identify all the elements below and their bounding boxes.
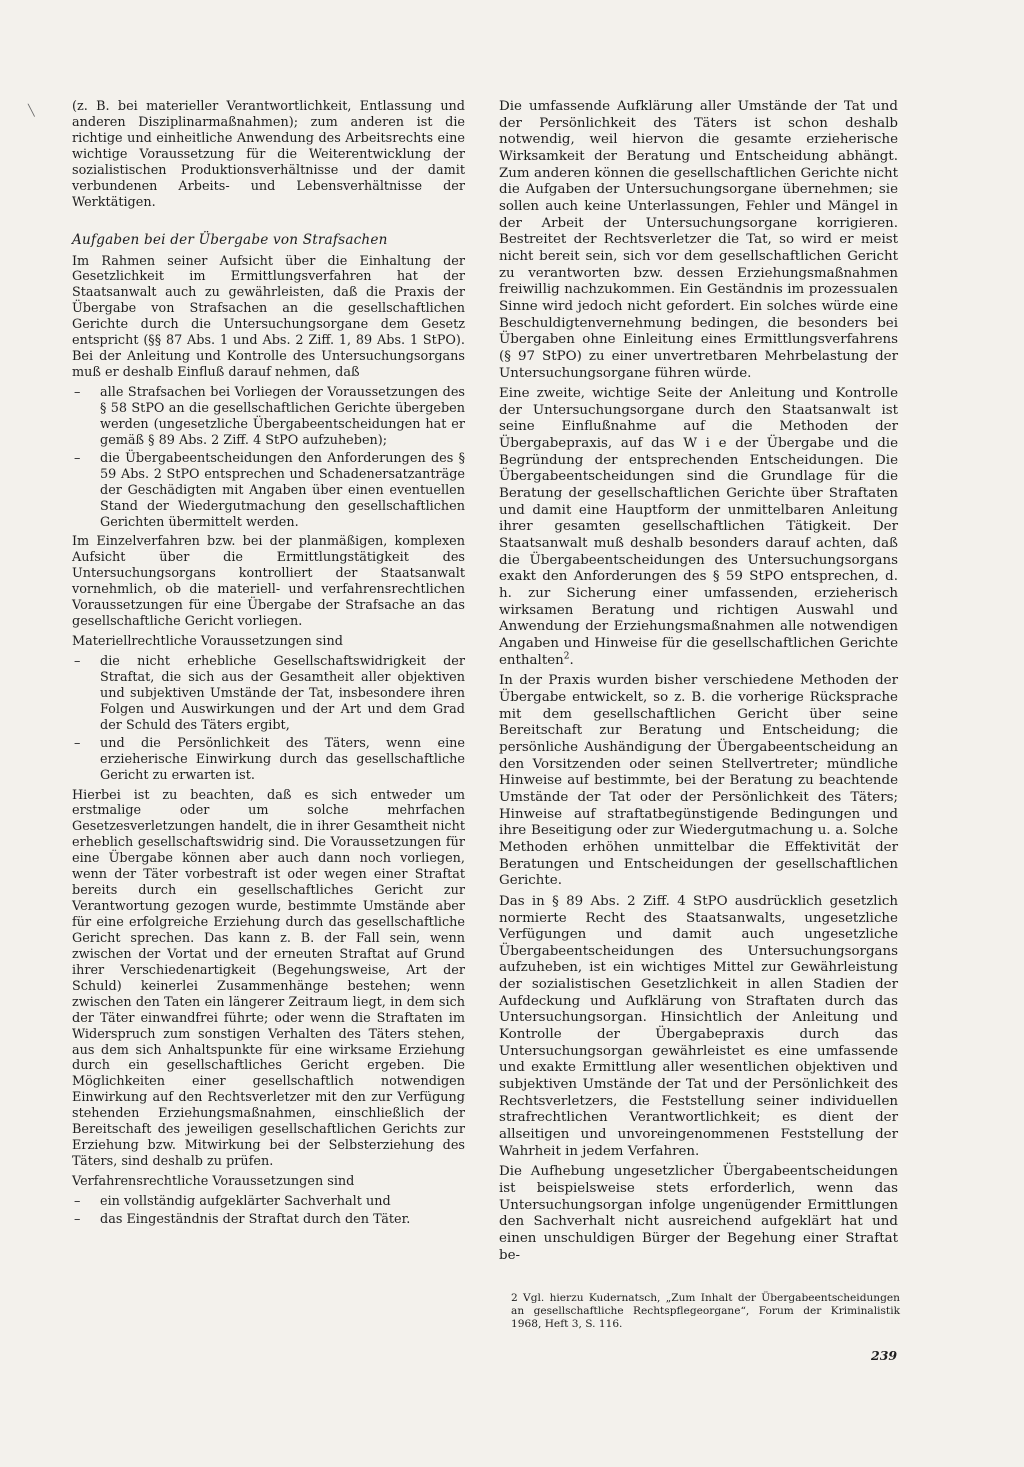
footnote-reference: 2 [563,651,570,662]
dash-list [72,654,465,784]
page-number: 239 [871,1348,898,1363]
paragraph: Im Einzelverfahren bzw. bei der planmäßigen, komplexen Aufsicht über die Ermittlungstätigkeit des Untersuchungsorgans kontrolliert der Staatsanwalt vornehmlich, ob die materiell- und verfahrensrechtlichen Voraussetzungen für eine Übergabe der Strafsache an das gesellschaftliche Gericht vorliegen. [72,534,465,630]
footnote: 2 Vgl. hierzu Kudernatsch, „Zum Inhalt der Übergabeentscheidungen an gesellschaftliche Rechtspflegeorgane“, Forum der Kriminalistik 1968, Heft 3, S. 116. [511,1292,900,1330]
paragraph: Die Aufhebung ungesetzlicher Übergabeentscheidungen ist beispielsweise stets erforderlich, wenn das Untersuchungsorgan infolge ungenügender Ermittlungen den Sachverhalt nicht ausreichend aufgeklärt hat und einen unschuldigen Bürger der Begehung einer Straftat be- [499,1164,898,1263]
paragraph-end: . [569,652,574,668]
margin-mark: ╲ [28,104,35,117]
paragraph: Das in § 89 Abs. 2 Ziff. 4 StPO ausdrücklich gesetzlich normierte Recht des Staatsanwalts, ungesetzliche Verfügungen und damit auch ungesetzliche Übergabeentscheidungen des Untersuchungsorgans aufzuheben, ist ein wichtiges Mittel zur Gewährleistung der sozialistischen Gesetzlichkeit in allen Stadien der Aufdeckung und Aufklärung von Straftaten durch das Untersuchungsorgan. Hinsichtlich der Anleitung und Kontrolle der Übergabepraxis durch das Untersuchungsorgan gewährleistet es eine umfassende und exakte Ermittlung aller wesentlichen objektiven und subjektiven Umstände der Tat und der Persönlichkeit des Rechtsverletzers, die Feststellung seiner individuellen strafrechtlichen Verantwortlichkeit; es dient der allseitigen und unvoreingenommenen Feststellung der Wahrheit in jedem Verfahren. [499,893,898,1159]
list-item: – alle Strafsachen bei Vorliegen der Voraussetzungen des § 58 StPO an die gesellschaftlichen Gerichte übergeben werden (ungesetzliche Übergabeentscheidungen hat er gemäß § 89 Abs. 2 Ziff. 4 StPO aufzuheben); [72,385,465,449]
list-item: – das Eingeständnis der Straftat durch den Täter. [72,1212,465,1228]
paragraph: In der Praxis wurden bisher verschiedene Methoden der Übergabe entwickelt, so z. B. die vorherige Rücksprache mit dem gesellschaftlichen Gericht über seine Bereitschaft zur Beratung und Entscheidung; die persönliche Aushändigung der Übergabeentscheidung an den Vorsitzenden oder seinen Stellvertreter; mündliche Hinweise auf bestimmte, bei der Beratung zu beachtende Umstände der Tat oder der Persönlichkeit des Täters; Hinweise auf straftatbegünstigende Bedingungen und ihre Beseitigung oder zur Wiedergutmachung u. a. Solche Methoden erhöhen unmittelbar die Effektivität der Beratungen und Entscheidungen der gesellschaftlichen Gerichte. [499,673,898,889]
paragraph: (z. B. bei materieller Verantwortlichkeit, Entlassung und anderen Disziplinarmaßnahmen); zum anderen ist die richtige und einheitliche Anwendung des Arbeitsrechts eine wichtige Voraussetzung für die Weiterentwicklung der sozialistischen Produktionsverhältnisse und der damit verbundenen Arbeits- und Lebensverhältnisse der Werktätigen. [72,99,465,210]
paragraph: Die umfassende Aufklärung aller Umstände der Tat und der Persönlichkeit des Täters ist schon deshalb notwendig, weil hiervon die gesamte erzieherische Wirksamkeit der Beratung und Entscheidung abhängt. Zum anderen können die gesellschaftlichen Gerichte nicht die Aufgaben der Untersuchungsorgane übernehmen; sie sollen auch keine Unterlassungen, Fehler und Mängel in der Arbeit der Untersuchungsorgane korrigieren. Bestreitet der Rechtsverletzer die Tat, so wird er meist nicht bereit sein, sich vor dem gesellschaftlichen Gericht zu verantworten bzw. dessen Erziehungsmaßnahmen freiwillig nachzukommen. Ein Geständnis im prozessualen Sinne wird jedoch nicht gefordert. Ein solches würde eine Beschuldigtenvernehmung bedingen, die besonders bei Übergaben ohne Einleitung eines Ermittlungsverfahrens (§ 97 StPO) zu einer unvertretbaren Mehrbelastung der Untersuchungsorgane führen würde. [499,99,898,381]
left-column [72,99,465,1232]
dash-list [72,385,465,530]
right-column [499,99,898,1268]
list-item: – und die Persönlichkeit des Täters, wenn eine erzieherische Einwirkung durch das gesellschaftliche Gericht zu erwarten ist. [72,736,465,784]
paragraph: Hierbei ist zu beachten, daß es sich entweder um erstmalige oder um solche mehrfachen Gesetzesverletzungen handelt, die in ihrer Gesamtheit nicht erheblich gesellschaftswidrig sind. Die Voraussetzungen für eine Übergabe können aber auch dann noch vorliegen, wenn der Täter vorbestraft ist oder wegen einer Straftat bereits durch ein gesellschaftliches Gericht zur Verantwortung gezogen wurde, bestimmte Umstände aber für eine erfolgreiche Erziehung durch das gesellschaftliche Gericht sprechen. Das kann z. B. der Fall sein, wenn zwischen der Vortat und der erneuten Straftat auf Grund ihrer Verschiedenartigkeit (Begehungsweise, Art der Schuld) keinerlei Zusammenhänge bestehen; wenn zwischen den Taten ein längerer Zeitraum liegt, in dem sich der Täter einwandfrei führte; oder wenn die Straftaten im Widerspruch zum sonstigen Verhalten des Täters stehen, aus dem sich Anhaltspunkte für eine wirksame Erziehung durch ein gesellschaftliches Gericht ergeben. Die Möglichkeiten einer gesellschaftlich notwendigen Einwirkung auf den Rechtsverletzer mit den zur Verfügung stehenden Erziehungsmaßnahmen, einschließlich der Bereitschaft des jeweiligen gesellschaftlichen Gerichts zur Erziehung bzw. Mitwirkung bei der Selbsterziehung des Täters, sind deshalb zu prüfen. [72,787,465,1170]
list-item: – ein vollständig aufgeklärter Sachverhalt und [72,1194,465,1210]
section-heading: Aufgaben bei der Übergabe von Strafsachen [72,231,388,248]
paragraph-text: Eine zweite, wichtige Seite der Anleitung und Kontrolle der Untersuchungsorgane durch den Staatsanwalt ist seine Einflußnahme auf die Methoden der Übergabepraxis, auf das W i e der Übergabe und die Begründung der entsprechenden Entscheidungen. Die Übergabeentscheidungen sind die Grundlage für die Beratung der gesellschaftlichen Gerichte über Straftaten und damit eine Hauptform der unmittelbaren Anleitung ihrer gesamten gesellschaftlichen Tätigkeit. Der Staatsanwalt muß deshalb besonders darauf achten, daß die Übergabeentscheidungen des Untersuchungsorgans exakt den Anforderungen des § 59 StPO entsprechen, d. h. zur Sicherung einer umfassenden, erzieherisch wirksamen Beratung und richtigen Auswahl und Anwendung der Erziehungsmaßnahmen alle notwendigen Angaben und Hinweise für die gesellschaftlichen Gerichte enthalten [499,386,898,668]
list-item: – die Übergabeentscheidungen den Anforderungen des § 59 Abs. 2 StPO entsprechen und Schadenersatzanträge der Geschädigten mit Angaben über einen eventuellen Stand der Wiedergutmachung den gesellschaftlichen Gerichten übermittelt werden. [72,451,465,531]
paragraph: Materiellrechtliche Voraussetzungen sind [72,634,343,650]
paragraph: Verfahrensrechtliche Voraussetzungen sind [72,1174,355,1189]
paragraph: Im Rahmen seiner Aufsicht über die Einhaltung der Gesetzlichkeit im Ermittlungsverfahren hat der Staatsanwalt auch zu gewährleisten, daß die Praxis der Übergabe von Strafsachen an die gesellschaftlichen Gerichte durch die Untersuchungsorgane dem Gesetz entspricht (§§ 87 Abs. 1 und Abs. 2 Ziff. 1, 89 Abs. 1 StPO). Bei der Anleitung und Kontrolle des Untersuchungsorgans muß er deshalb Einfluß darauf nehmen, daß [72,253,465,381]
dash-list [72,1194,465,1228]
paragraph [499,386,898,669]
list-item: – die nicht erhebliche Gesellschaftswidrigkeit der Straftat, die sich aus der Gesamtheit aller objektiven und subjektiven Umstände der Tat, insbesondere ihren Folgen und Auswirkungen und der Art und dem Grad der Schuld des Täters ergibt, [72,654,465,734]
